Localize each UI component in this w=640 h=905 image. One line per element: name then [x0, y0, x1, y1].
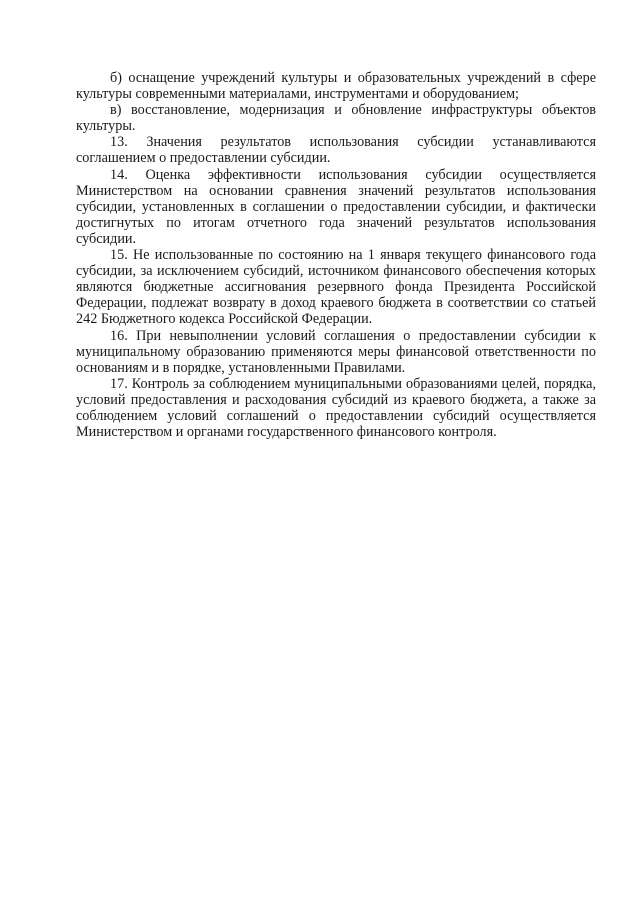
paragraph-v-infrastructure: в) восстановление, модернизация и обновление инфраструктуры объектов культуры. — [76, 102, 596, 135]
paragraph-15-return: 15. Не использованные по состоянию на 1 января текущего финансового года субсидии, за исключением субсидий, источником финансового обеспечения которых являются бюджетные ассигнования резервного фонда Президента Российской Федерации, подлежат возврату в доход краевого бюджета в соответствии со статьей 242 Бюджетного кодекса Российской Федерации. — [76, 247, 596, 328]
paragraph-b-equipment: б) оснащение учреждений культуры и образовательных учреждений в сфере культуры современными материалами, инструментами и оборудованием; — [76, 70, 596, 103]
paragraph-14-efficiency: 14. Оценка эффективности использования субсидии осуществляется Министерством на основании сравнения значений результатов использования субсидии, установленных в соглашении о предоставлении субсидии, и фактически достигнутых по итогам отчетного года значений результатов использования субсидии. — [76, 166, 596, 247]
paragraph-16-liability: 16. При невыполнении условий соглашения о предоставлении субсидии к муниципальному образованию применяются меры финансовой ответственности по основаниям и в порядке, установленными Правилами. — [76, 327, 596, 376]
paragraph-13-results: 13. Значения результатов использования субсидии устанавливаются соглашением о предоставлении субсидии. — [76, 134, 596, 167]
document-body — [76, 70, 596, 440]
paragraph-17-control: 17. Контроль за соблюдением муниципальными образованиями целей, порядка, условий предоставления и расходования субсидий из краевого бюджета, а также за соблюдением условий соглашений о предоставлении субсидий осуществляется Министерством и органами государственного финансового контроля. — [76, 375, 596, 441]
